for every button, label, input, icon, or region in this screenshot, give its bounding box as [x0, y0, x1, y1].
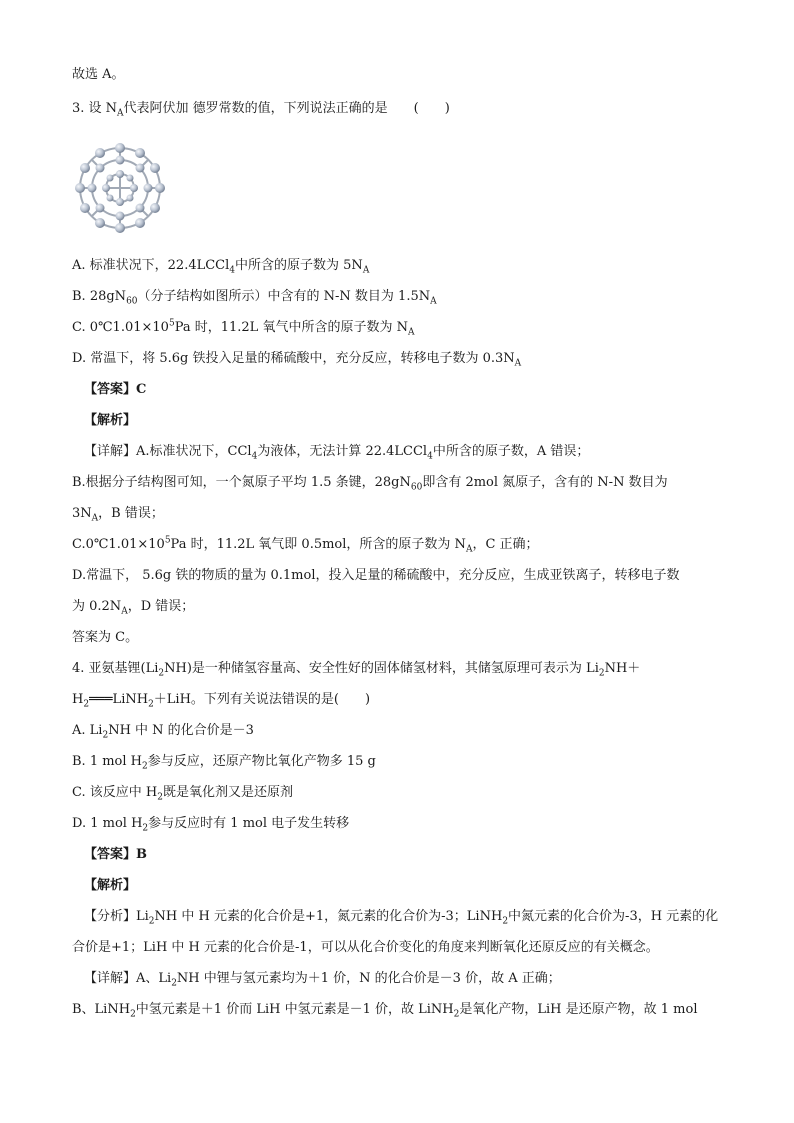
detail-3-conclusion: 答案为 C。 — [72, 630, 139, 645]
question-4-cont: $H_2═══LiNH_2+LiH$。下列有关说法错误的是( ) — [72, 692, 371, 710]
answer-4: 【答案】B — [84, 847, 147, 862]
option-4b: B. 1 mol $H_2$参与反应，还原产物比氧化产物多 15 g — [72, 754, 376, 772]
answer-3: 【答案】C — [84, 382, 147, 397]
detail-3d: D.常温下， 5.6g 铁的物质的量为 0.1mol，投入足量的稀硫酸中，充分反应，生成亚铁离子，转移电子数 — [72, 568, 680, 583]
detail-3d-cont: 为 $0.2N_A$，D 错误； — [72, 599, 195, 617]
analysis-heading-4: 【解析】 — [84, 878, 137, 893]
detail-4a: 【详解】A、$Li_2NH$ 中锂与氢元素均为＋1 价，N 的化合价是－3 价，故 A 正确； — [84, 971, 561, 989]
analysis-4-cont: 合价是+1；LiH 中 H 元素的化合价是-1，可以从化合价变化的角度来判断氧化还原反应的有关概念。 — [72, 940, 659, 955]
detail-3c: $C.0℃1.01\times 10^5Pa$ 时，11.2L 氧气即 0.5mol，所含的原子数为 $N_A$，C 正确； — [72, 535, 539, 555]
option-4c: C. 该反应中 $H_2$既是氧化剂又是还原剂 — [72, 785, 293, 803]
option-3a: A. 标准状况下，22.4LCCl$_4$中所含的原子数为 $5N_A$ — [72, 258, 370, 276]
detail-3a: 【详解】A.标准状况下，CCl$_4$为液体，无法计算 22.4LCCl$_4$中所含的原子数，A 错误； — [84, 444, 590, 462]
option-3c: C. $0℃1.01\times 10^5Pa$ 时，11.2L 氧气中所含的原子数为 $N_A$ — [72, 318, 415, 338]
detail-3b-cont: $3N_A$，B 错误； — [72, 506, 164, 524]
option-3b: B. $28gN_{60}$（分子结构如图所示）中含有的 N-N 数目为 $1.5N_A$ — [72, 289, 437, 307]
text-line: 故选 A。 — [72, 67, 125, 82]
option-4a: A. $Li_2NH$ 中 N 的化合价是－3 — [72, 723, 254, 741]
option-4d: D. 1 mol $H_2$参与反应时有 1 mol 电子发生转移 — [72, 816, 350, 834]
analysis-4: 【分析】$Li_2NH$ 中 H 元素的化合价是+1，氮元素的化合价为-3；LiNH$_2$中氮元素的化合价为-3，H 元素的化 — [84, 909, 719, 927]
detail-4b: B、LiNH$_2$中氢元素是＋1 价而 LiH 中氢元素是－1 价，故 LiNH$_2$是氧化产物，LiH 是还原产物，故 1 mol — [72, 1002, 698, 1020]
question-4: 4. 亚氨基锂$(Li_2NH)$是一种储氢容量高、安全性好的固体储氢材料，其储氢原理可表示为 $Li_2NH+$ — [72, 661, 641, 679]
question-3: 3. 设 $N_A$代表阿伏加 德罗常数的值，下列说法正确的是 ( ) — [72, 101, 450, 119]
analysis-heading-3: 【解析】 — [84, 413, 137, 428]
option-3d: D. 常温下，将 5.6g 铁投入足量的稀硫酸中，充分反应，转移电子数为 $0.3N_A$ — [72, 351, 522, 369]
detail-3b: B.根据分子结构图可知，一个氮原子平均 1.5 条键，$28gN_{60}$即含有 2mol 氮原子，含有的 N-N 数目为 — [72, 475, 668, 493]
c60-molecule-image — [72, 140, 168, 236]
